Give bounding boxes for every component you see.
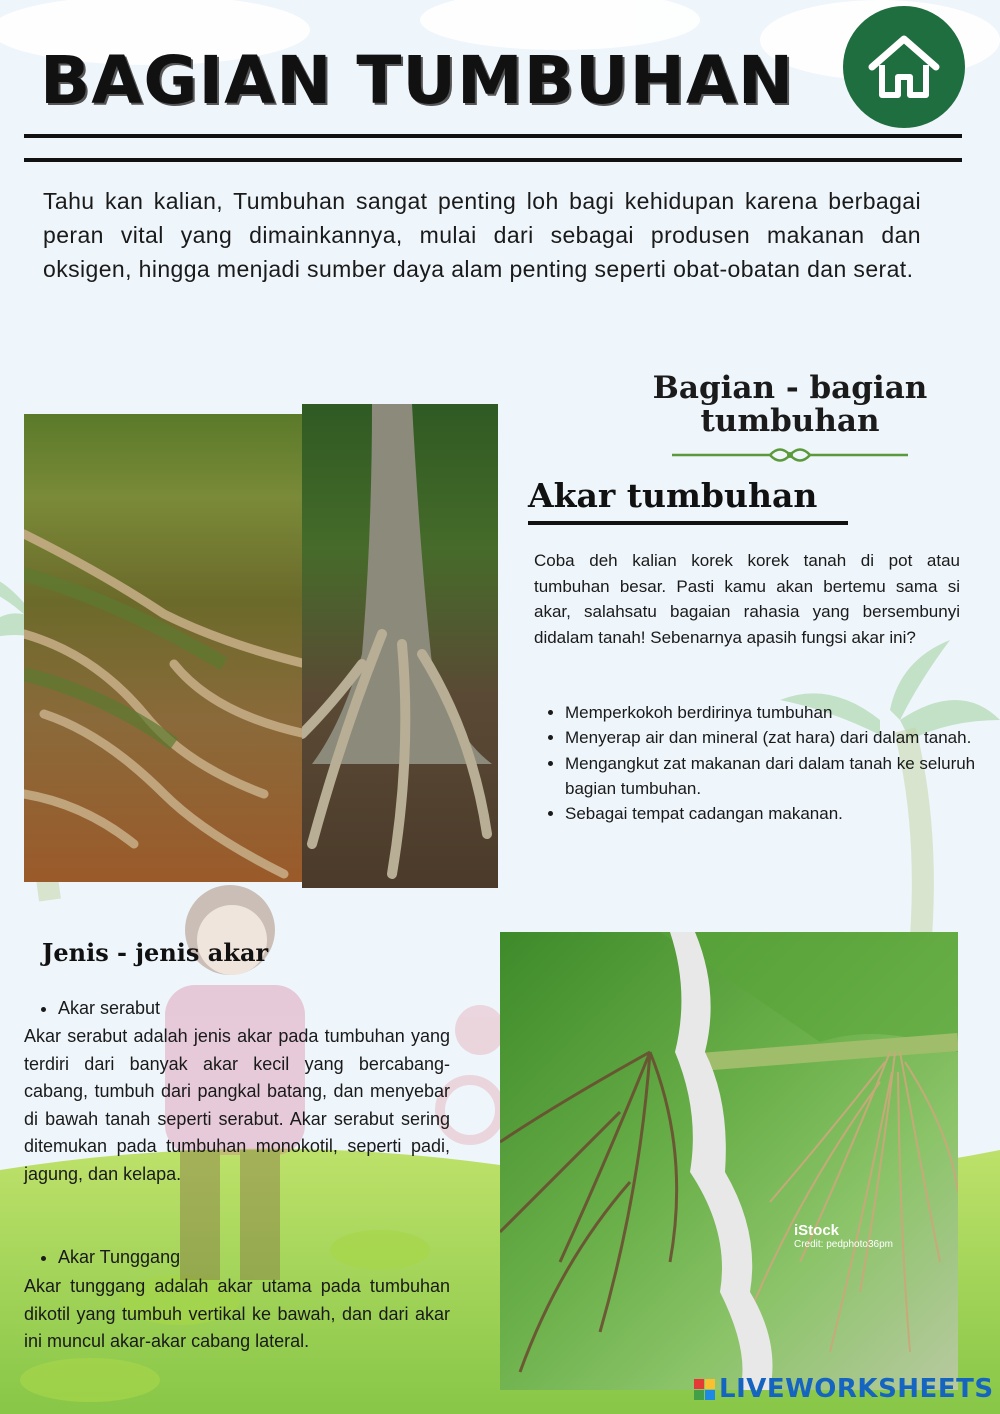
type-bullet-serabut bbox=[40, 998, 160, 1019]
jenis-heading: Jenis - jenis akar bbox=[42, 938, 269, 967]
photo-credit-brand: iStock bbox=[794, 1222, 840, 1239]
type-name: • Akar serabut bbox=[58, 998, 160, 1019]
akar-heading: Akar tumbuhan bbox=[528, 476, 818, 515]
type-bullet-tunggang bbox=[40, 1247, 180, 1268]
intro-paragraph: Tahu kan kalian, Tumbuhan sangat penting loh bagi kehidupan karena berbagai peran vital yang dimainkannya, mulai dari sebagai produsen makanan dan oksigen, hingga menjadi sumber daya alam penting seperti obat-obatan dan serat. bbox=[43, 188, 921, 282]
ornament-divider-icon bbox=[670, 444, 910, 466]
page-title: BAGIAN TUMBUHAN bbox=[40, 42, 795, 119]
list-item: • Sebagai tempat cadangan makanan. bbox=[565, 801, 979, 826]
section-subheading bbox=[640, 372, 940, 466]
roots-photo-right bbox=[302, 404, 498, 888]
type-name: • Akar Tunggang bbox=[58, 1247, 180, 1268]
liveworksheets-logo-icon bbox=[694, 1379, 715, 1400]
list-item: • Mengangkut zat makanan dari dalam tanah ke seluruh bagian tumbuhan. bbox=[565, 751, 979, 802]
list-item: • Memperkokoh berdirinya tumbuhan bbox=[565, 700, 979, 725]
watermark-text: LIVEWORKSHEETS bbox=[719, 1374, 994, 1404]
divider-top bbox=[24, 134, 962, 138]
subheading-line-1: Bagian - bagian bbox=[652, 370, 928, 406]
type-desc-tunggang: Akar tunggang adalah akar utama pada tumbuhan dikotil yang tumbuh vertikal ke bawah, dan dari akar ini muncul akar-akar cabang lateral. bbox=[24, 1276, 450, 1351]
home-icon bbox=[866, 29, 942, 105]
divider-bottom bbox=[24, 158, 962, 162]
type-desc-serabut: Akar serabut adalah jenis akar pada tumbuhan yang terdiri dari banyak akar kecil yang bercabang-cabang, tumbuh dari pangkal batang, dan menyebar di bawah tanah seperti serabut. Akar serabut sering ditemukan pada tumbuhan monokotil, seperti padi, jagung, dan kelapa. bbox=[24, 1026, 450, 1184]
akar-paragraph: Coba deh kalian korek korek tanah di pot atau tumbuhan besar. Pasti kamu akan bertemu sama si akar, salahsatu bagaian rahasia yang bersembunyi didalam tanah! Sebenarnya apasih fungsi akar ini? bbox=[534, 551, 960, 647]
liveworksheets-watermark bbox=[694, 1374, 994, 1404]
home-button[interactable] bbox=[843, 6, 965, 128]
subheading-line-2: tumbuhan bbox=[700, 403, 880, 439]
roots-photo-left bbox=[24, 414, 306, 882]
akar-function-list bbox=[547, 700, 979, 826]
list-item: • Menyerap air dan mineral (zat hara) dari dalam tanah. bbox=[565, 725, 979, 750]
akar-underline bbox=[528, 521, 848, 525]
fibrous-roots-photo bbox=[500, 932, 958, 1390]
photo-credit-text: Credit: pedphoto36pm bbox=[794, 1239, 893, 1250]
